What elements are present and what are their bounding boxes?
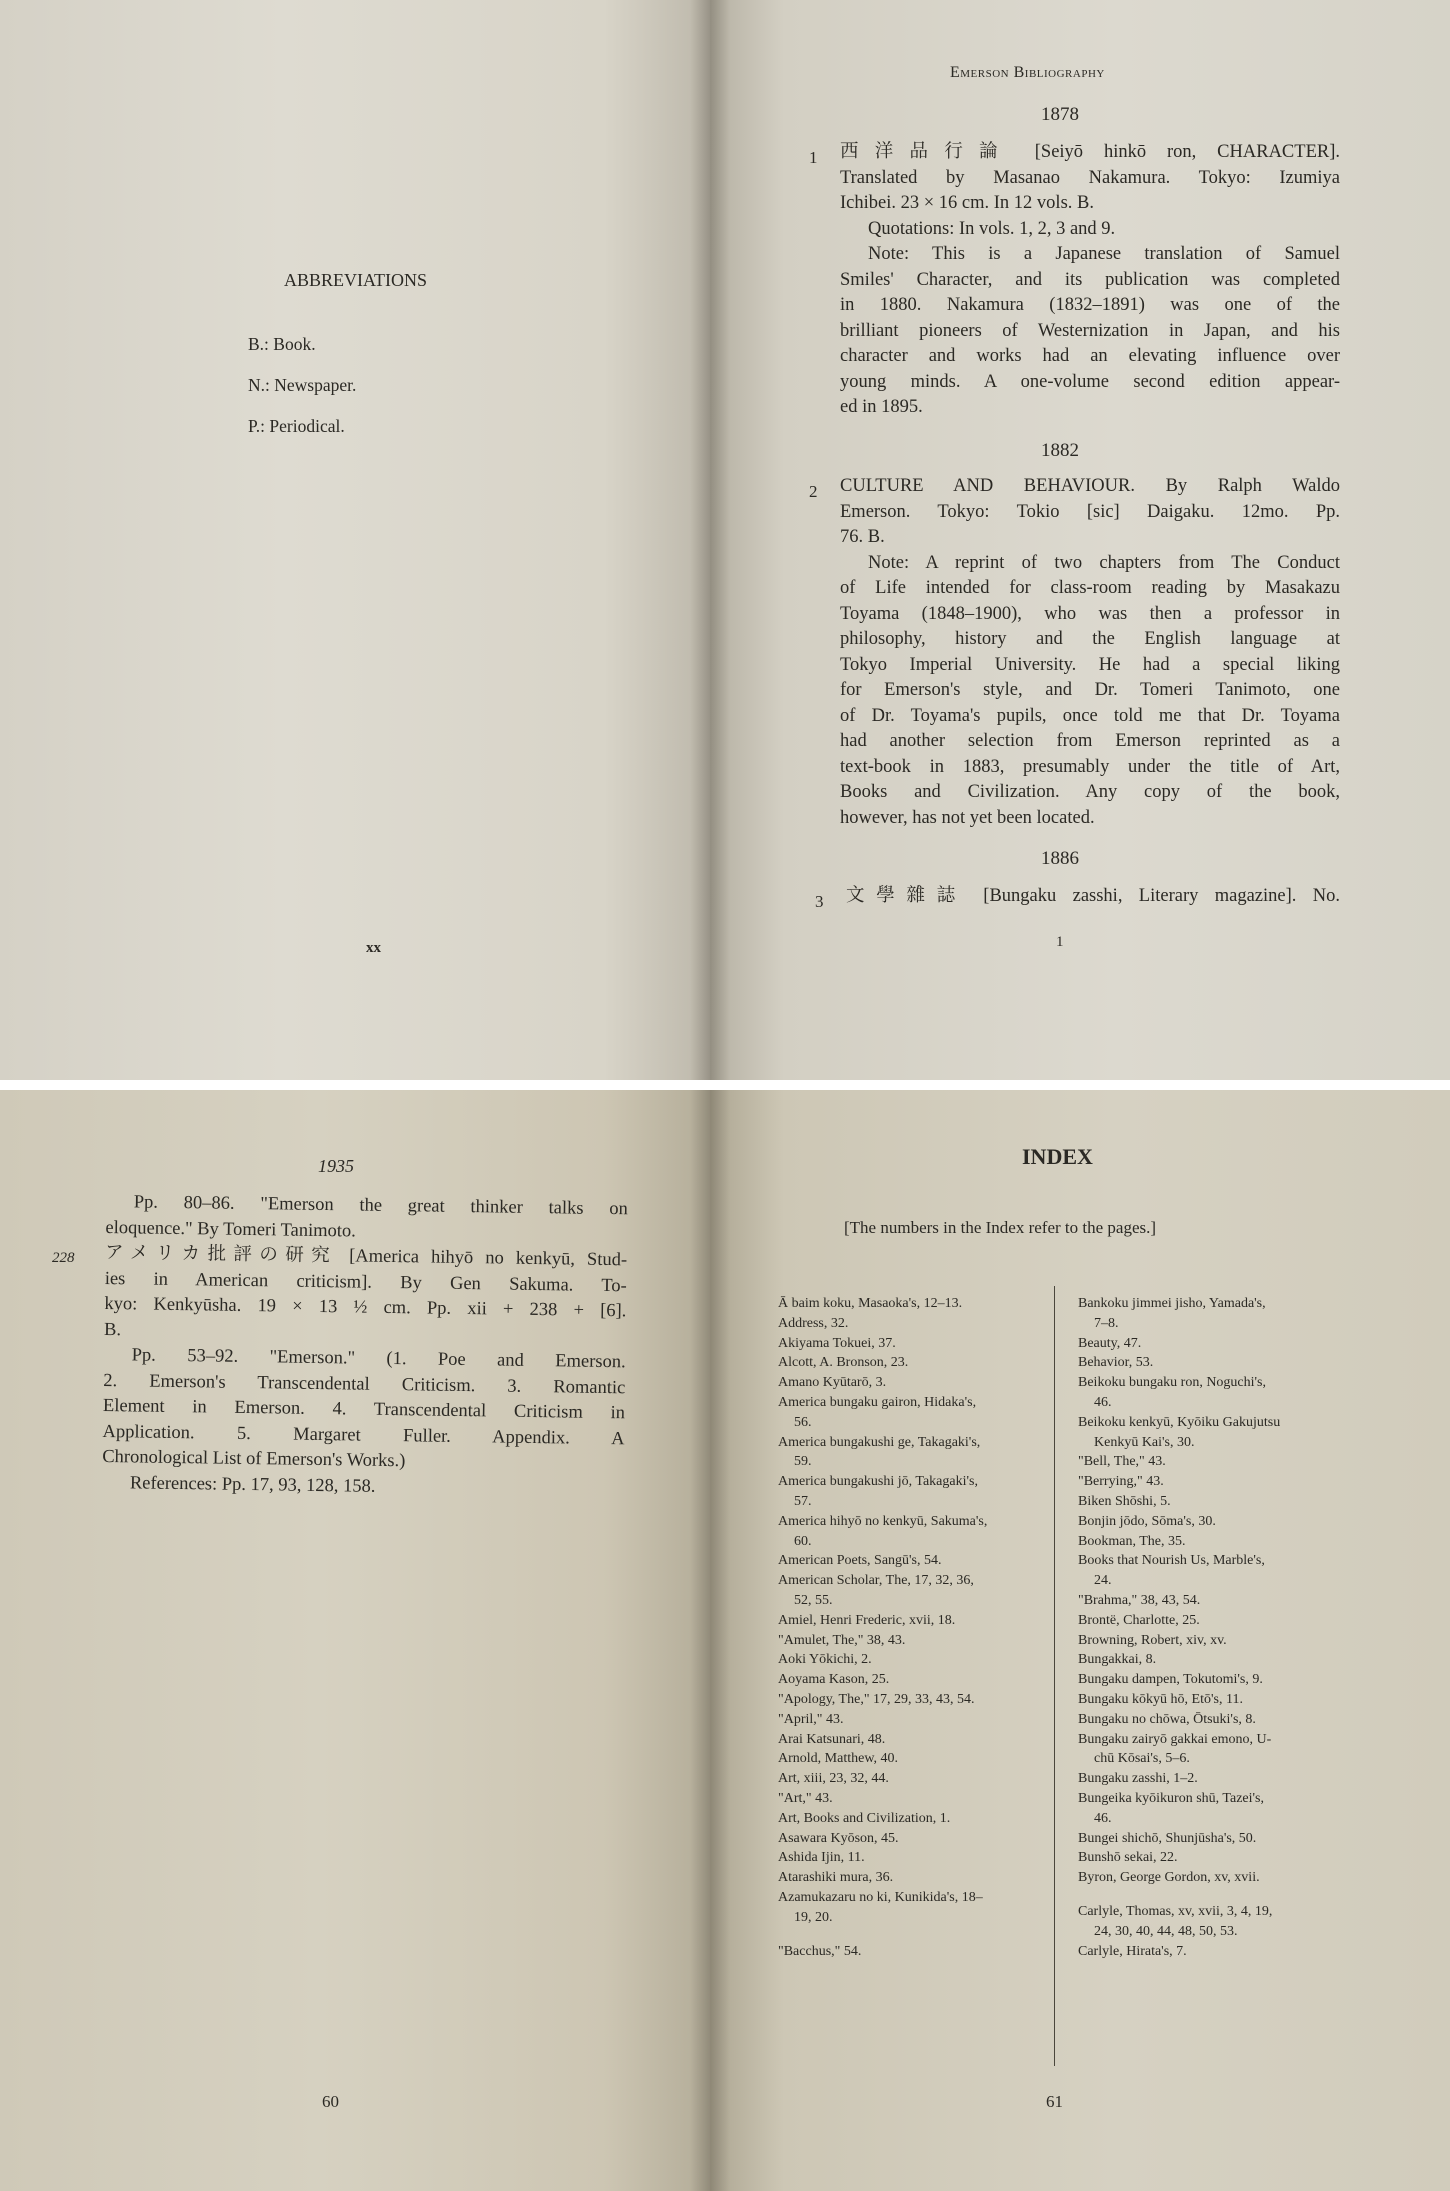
index-entry: Art, xiii, 23, 32, 44.	[778, 1771, 889, 1787]
entry-1-line-8: brilliant pioneers of Westernization in Japan, and his	[840, 320, 1340, 341]
index-entry-continuation: 46.	[1094, 1810, 1112, 1826]
entry-number-1: 1	[809, 148, 818, 167]
entry-228-line-9: Chronological List of Emerson's Works.)	[102, 1446, 406, 1472]
index-entry: Aoyama Kason, 25.	[778, 1672, 890, 1688]
entry-number-2: 2	[809, 482, 818, 501]
folio-1: 1	[1056, 934, 1064, 950]
entry-1-line-3: Ichibei. 23 × 16 cm. In 12 vols. B.	[840, 193, 1094, 213]
year-heading-1886: 1886	[1041, 848, 1079, 869]
index-entry-continuation: 56.	[794, 1414, 812, 1430]
entry-228-line-4: B.	[103, 1319, 122, 1340]
entry-number-228: 228	[52, 1250, 75, 1266]
page-1	[710, 0, 1450, 1080]
index-spacer	[1078, 1888, 1378, 1902]
folio-60: 60	[322, 2092, 339, 2111]
index-entry: Arnold, Matthew, 40.	[778, 1751, 899, 1767]
index-entry: America bungakushi jō, Takagaki's,	[778, 1474, 978, 1490]
index-column-2	[1078, 1294, 1378, 1961]
page-61	[710, 1090, 1450, 2191]
index-entry-continuation: 24.	[1094, 1573, 1112, 1589]
index-heading: INDEX	[1022, 1144, 1093, 1169]
folio-xx: xx	[366, 940, 381, 956]
index-entry: Biken Shōshi, 5.	[1078, 1493, 1171, 1509]
top-spread	[0, 0, 1450, 1080]
index-entry: Bungaku zasshi, 1–2.	[1078, 1771, 1198, 1787]
running-head: Emerson Bibliography	[950, 64, 1105, 81]
index-entry: Bookman, The, 35.	[1078, 1533, 1186, 1549]
index-entry: Azamukazaru no ki, Kunikida's, 18–	[778, 1889, 983, 1905]
running-head-1935: 1935	[318, 1156, 354, 1176]
index-entry: Bungaku no chōwa, Ōtsuki's, 8.	[1078, 1711, 1256, 1727]
index-entry: "Berrying," 43.	[1078, 1474, 1164, 1490]
entry-1-line-2: Translated by Masanao Nakamura. Tokyo: Izumiya	[840, 167, 1340, 188]
entry-3	[846, 884, 1340, 910]
entry-1-line-4: Quotations: In vols. 1, 2, 3 and 9.	[868, 218, 1116, 239]
index-column-rule	[1054, 1286, 1055, 2066]
index-entry: Bungaku zairyō gakkai emono, U-	[1078, 1731, 1272, 1747]
index-entry: "Apology, The," 17, 29, 33, 43, 54.	[778, 1691, 975, 1707]
index-entry-continuation: Kenkyū Kai's, 30.	[1094, 1434, 1195, 1450]
index-entry-continuation: 59.	[794, 1454, 812, 1470]
index-entry: America bungaku gairon, Hidaka's,	[778, 1394, 977, 1410]
index-entry: Atarashiki mura, 36.	[778, 1870, 894, 1886]
index-entry-continuation: 19, 20.	[794, 1909, 833, 1925]
year-heading-1882: 1882	[1041, 440, 1079, 461]
entry-228-line-6: 2. Emerson's Transcendental Criticism. 3. Romantic	[103, 1370, 626, 1398]
index-entry: Bungeika kyōikuron shū, Tazei's,	[1078, 1790, 1264, 1806]
year-heading-1878: 1878	[1041, 104, 1079, 125]
index-entry: America bungakushi ge, Takagaki's,	[778, 1434, 981, 1450]
index-entry-continuation: chū Kōsai's, 5–6.	[1094, 1751, 1190, 1767]
entry-2-line-6: Toyama (1848–1900), who was then a professor in	[840, 603, 1340, 624]
index-entry: "April," 43.	[778, 1711, 844, 1727]
entry-1-line-1: 西洋品行論 [Seiyō hinkō ron, CHARACTER].	[840, 142, 1340, 162]
entry-number-3: 3	[815, 892, 824, 911]
abbreviation-newspaper: N.: Newspaper.	[248, 375, 357, 395]
index-entry: American Scholar, The, 17, 32, 36,	[778, 1573, 974, 1589]
entry-227-line-2: eloquence." By Tomeri Tanimoto.	[105, 1217, 356, 1241]
index-entry: Behavior, 53.	[1078, 1355, 1154, 1371]
entry-2-line-12: text-book in 1883, presumably under the title of Art,	[840, 756, 1340, 777]
entry-228-line-2: ies in American criticism]. By Gen Sakuma. To-	[104, 1268, 627, 1296]
abbreviation-book: B.: Book.	[248, 334, 316, 354]
entry-227-line-1: Pp. 80–86. "Emerson the great thinker talks on	[133, 1192, 628, 1220]
bottom-spread	[0, 1090, 1450, 2191]
index-entry: Bungaku dampen, Tokutomi's, 9.	[1078, 1672, 1263, 1688]
entry-2-line-10: of Dr. Toyama's pupils, once told me that Dr. Toyama	[840, 705, 1340, 726]
entry-2-line-3: 76. B.	[840, 527, 885, 547]
index-entry: Byron, George Gordon, xv, xvii.	[1078, 1870, 1260, 1886]
entry-1	[840, 140, 1340, 421]
index-entry: Address, 32.	[778, 1315, 849, 1331]
index-entry: American Poets, Sangū's, 54.	[778, 1553, 942, 1569]
index-entry-continuation: 46.	[1094, 1394, 1112, 1410]
entry-228-line-10: References: Pp. 17, 93, 128, 158.	[129, 1472, 376, 1497]
index-column-1	[778, 1294, 1028, 1961]
index-entry: Ashida Ijin, 11.	[778, 1850, 865, 1866]
index-entry: Arai Katsunari, 48.	[778, 1731, 886, 1747]
index-entry: Akiyama Tokuei, 37.	[778, 1335, 896, 1351]
entry-1-line-11: ed in 1895.	[840, 397, 923, 417]
index-note: [The numbers in the Index refer to the pages.]	[844, 1218, 1157, 1237]
index-entry-continuation: 57.	[794, 1493, 812, 1509]
index-entry-continuation: 60.	[794, 1533, 812, 1549]
index-entry: "Art," 43.	[778, 1790, 833, 1806]
index-entry: Books that Nourish Us, Marble's,	[1078, 1553, 1265, 1569]
abbreviations-heading: ABBREVIATIONS	[284, 270, 428, 290]
index-entry: Asawara Kyōson, 45.	[778, 1830, 899, 1846]
index-entry: Ā baim koku, Masaoka's, 12–13.	[778, 1296, 963, 1311]
index-entry: Amano Kyūtarō, 3.	[778, 1375, 887, 1391]
page-xx	[0, 0, 710, 1080]
index-entry: Brontë, Charlotte, 25.	[1078, 1612, 1200, 1628]
index-entry: Amiel, Henri Frederic, xvii, 18.	[778, 1612, 956, 1628]
entry-2	[840, 474, 1340, 831]
index-entry: Beikoku kenkyū, Kyōiku Gakujutsu	[1078, 1414, 1281, 1430]
index-entry: Alcott, A. Bronson, 23.	[778, 1355, 909, 1371]
index-entry: Carlyle, Thomas, xv, xvii, 3, 4, 19,	[1078, 1903, 1273, 1919]
entry-228-line-3: kyo: Kenkyūsha. 19 × 13 ½ cm. Pp. xii + 238 + [6].	[104, 1293, 627, 1322]
entry-2-line-13: Books and Civilization. Any copy of the book,	[840, 782, 1340, 802]
entry-1-line-7: in 1880. Nakamura (1832–1891) was one of the	[840, 295, 1340, 315]
bottom-gutter-shadow	[690, 1090, 730, 2191]
entry-2-line-11: had another selection from Emerson reprinted as a	[840, 731, 1340, 751]
entry-2-line-7: philosophy, history and the English language at	[840, 629, 1340, 649]
entry-227-continuation	[102, 1190, 628, 1503]
entry-2-line-2: Emerson. Tokyo: Tokio [sic] Daigaku. 12mo. Pp.	[840, 501, 1340, 522]
index-entry: "Bell, The," 43.	[1078, 1454, 1166, 1470]
index-entry: Beikoku bungaku ron, Noguchi's,	[1078, 1375, 1267, 1391]
top-gutter-shadow	[690, 0, 730, 1080]
index-entry: "Bacchus," 54.	[778, 1943, 862, 1959]
index-entry: "Brahma," 38, 43, 54.	[1078, 1592, 1201, 1608]
index-spacer	[778, 1928, 1028, 1942]
entry-3-line-1: 文學雜誌 [Bungaku zasshi, Literary magazine]. No.	[846, 886, 1340, 906]
index-entry: Bungaku kōkyū hō, Etō's, 11.	[1078, 1691, 1243, 1707]
index-entry: America hihyō no kenkyū, Sakuma's,	[778, 1513, 988, 1529]
index-entry-continuation: 24, 30, 40, 44, 48, 50, 53.	[1094, 1923, 1238, 1939]
index-entry: Bungakkai, 8.	[1078, 1652, 1157, 1668]
index-entry: Bungei shichō, Shunjūsha's, 50.	[1078, 1830, 1257, 1846]
index-entry: Bunshō sekai, 22.	[1078, 1850, 1178, 1866]
entry-2-line-8: Tokyo Imperial University. He had a special liking	[840, 654, 1340, 675]
entry-2-line-1: CULTURE AND BEHAVIOUR. By Ralph Waldo	[840, 476, 1340, 496]
entry-228-line-1: アメリカ批評の研究 [America hihyō no kenkyū, Stud-	[104, 1242, 628, 1271]
folio-61: 61	[1046, 2092, 1063, 2111]
index-entry: Bankoku jimmei jisho, Yamada's,	[1078, 1296, 1266, 1311]
entry-2-line-4: Note: A reprint of two chapters from The Conduct	[868, 552, 1340, 573]
abbreviation-periodical: P.: Periodical.	[248, 416, 345, 436]
entry-1-line-9: character and works had an elevating influence over	[840, 346, 1340, 366]
page-60	[0, 1090, 710, 2191]
entry-228-line-5: Pp. 53–92. "Emerson." (1. Poe and Emerson.	[131, 1345, 626, 1373]
entry-228-line-7: Element in Emerson. 4. Transcendental Criticism in	[102, 1395, 626, 1424]
index-entry: Beauty, 47.	[1078, 1335, 1142, 1351]
index-entry: Browning, Robert, xiv, xv.	[1078, 1632, 1227, 1648]
entry-228-line-8: Application. 5. Margaret Fuller. Appendix. A	[102, 1421, 625, 1449]
index-entry-continuation: 52, 55.	[794, 1592, 833, 1608]
entry-1-line-5: Note: This is a Japanese translation of Samuel	[868, 244, 1340, 264]
entry-2-line-14: however, has not yet been located.	[840, 807, 1095, 828]
entry-1-line-6: Smiles' Character, and its publication was completed	[840, 269, 1340, 290]
entry-1-line-10: young minds. A one-volume second edition appear-	[840, 371, 1340, 392]
entry-2-line-9: for Emerson's style, and Dr. Tomeri Tanimoto, one	[840, 680, 1340, 700]
index-entry: Art, Books and Civilization, 1.	[778, 1810, 951, 1826]
index-entry: Bonjin jōdo, Sōma's, 30.	[1078, 1513, 1216, 1529]
index-entry-continuation: 7–8.	[1094, 1315, 1119, 1331]
index-entry: Aoki Yōkichi, 2.	[778, 1652, 872, 1668]
index-entry: "Amulet, The," 38, 43.	[778, 1632, 906, 1648]
index-entry: Carlyle, Hirata's, 7.	[1078, 1943, 1187, 1959]
entry-2-line-5: of Life intended for class-room reading by Masakazu	[840, 578, 1340, 598]
